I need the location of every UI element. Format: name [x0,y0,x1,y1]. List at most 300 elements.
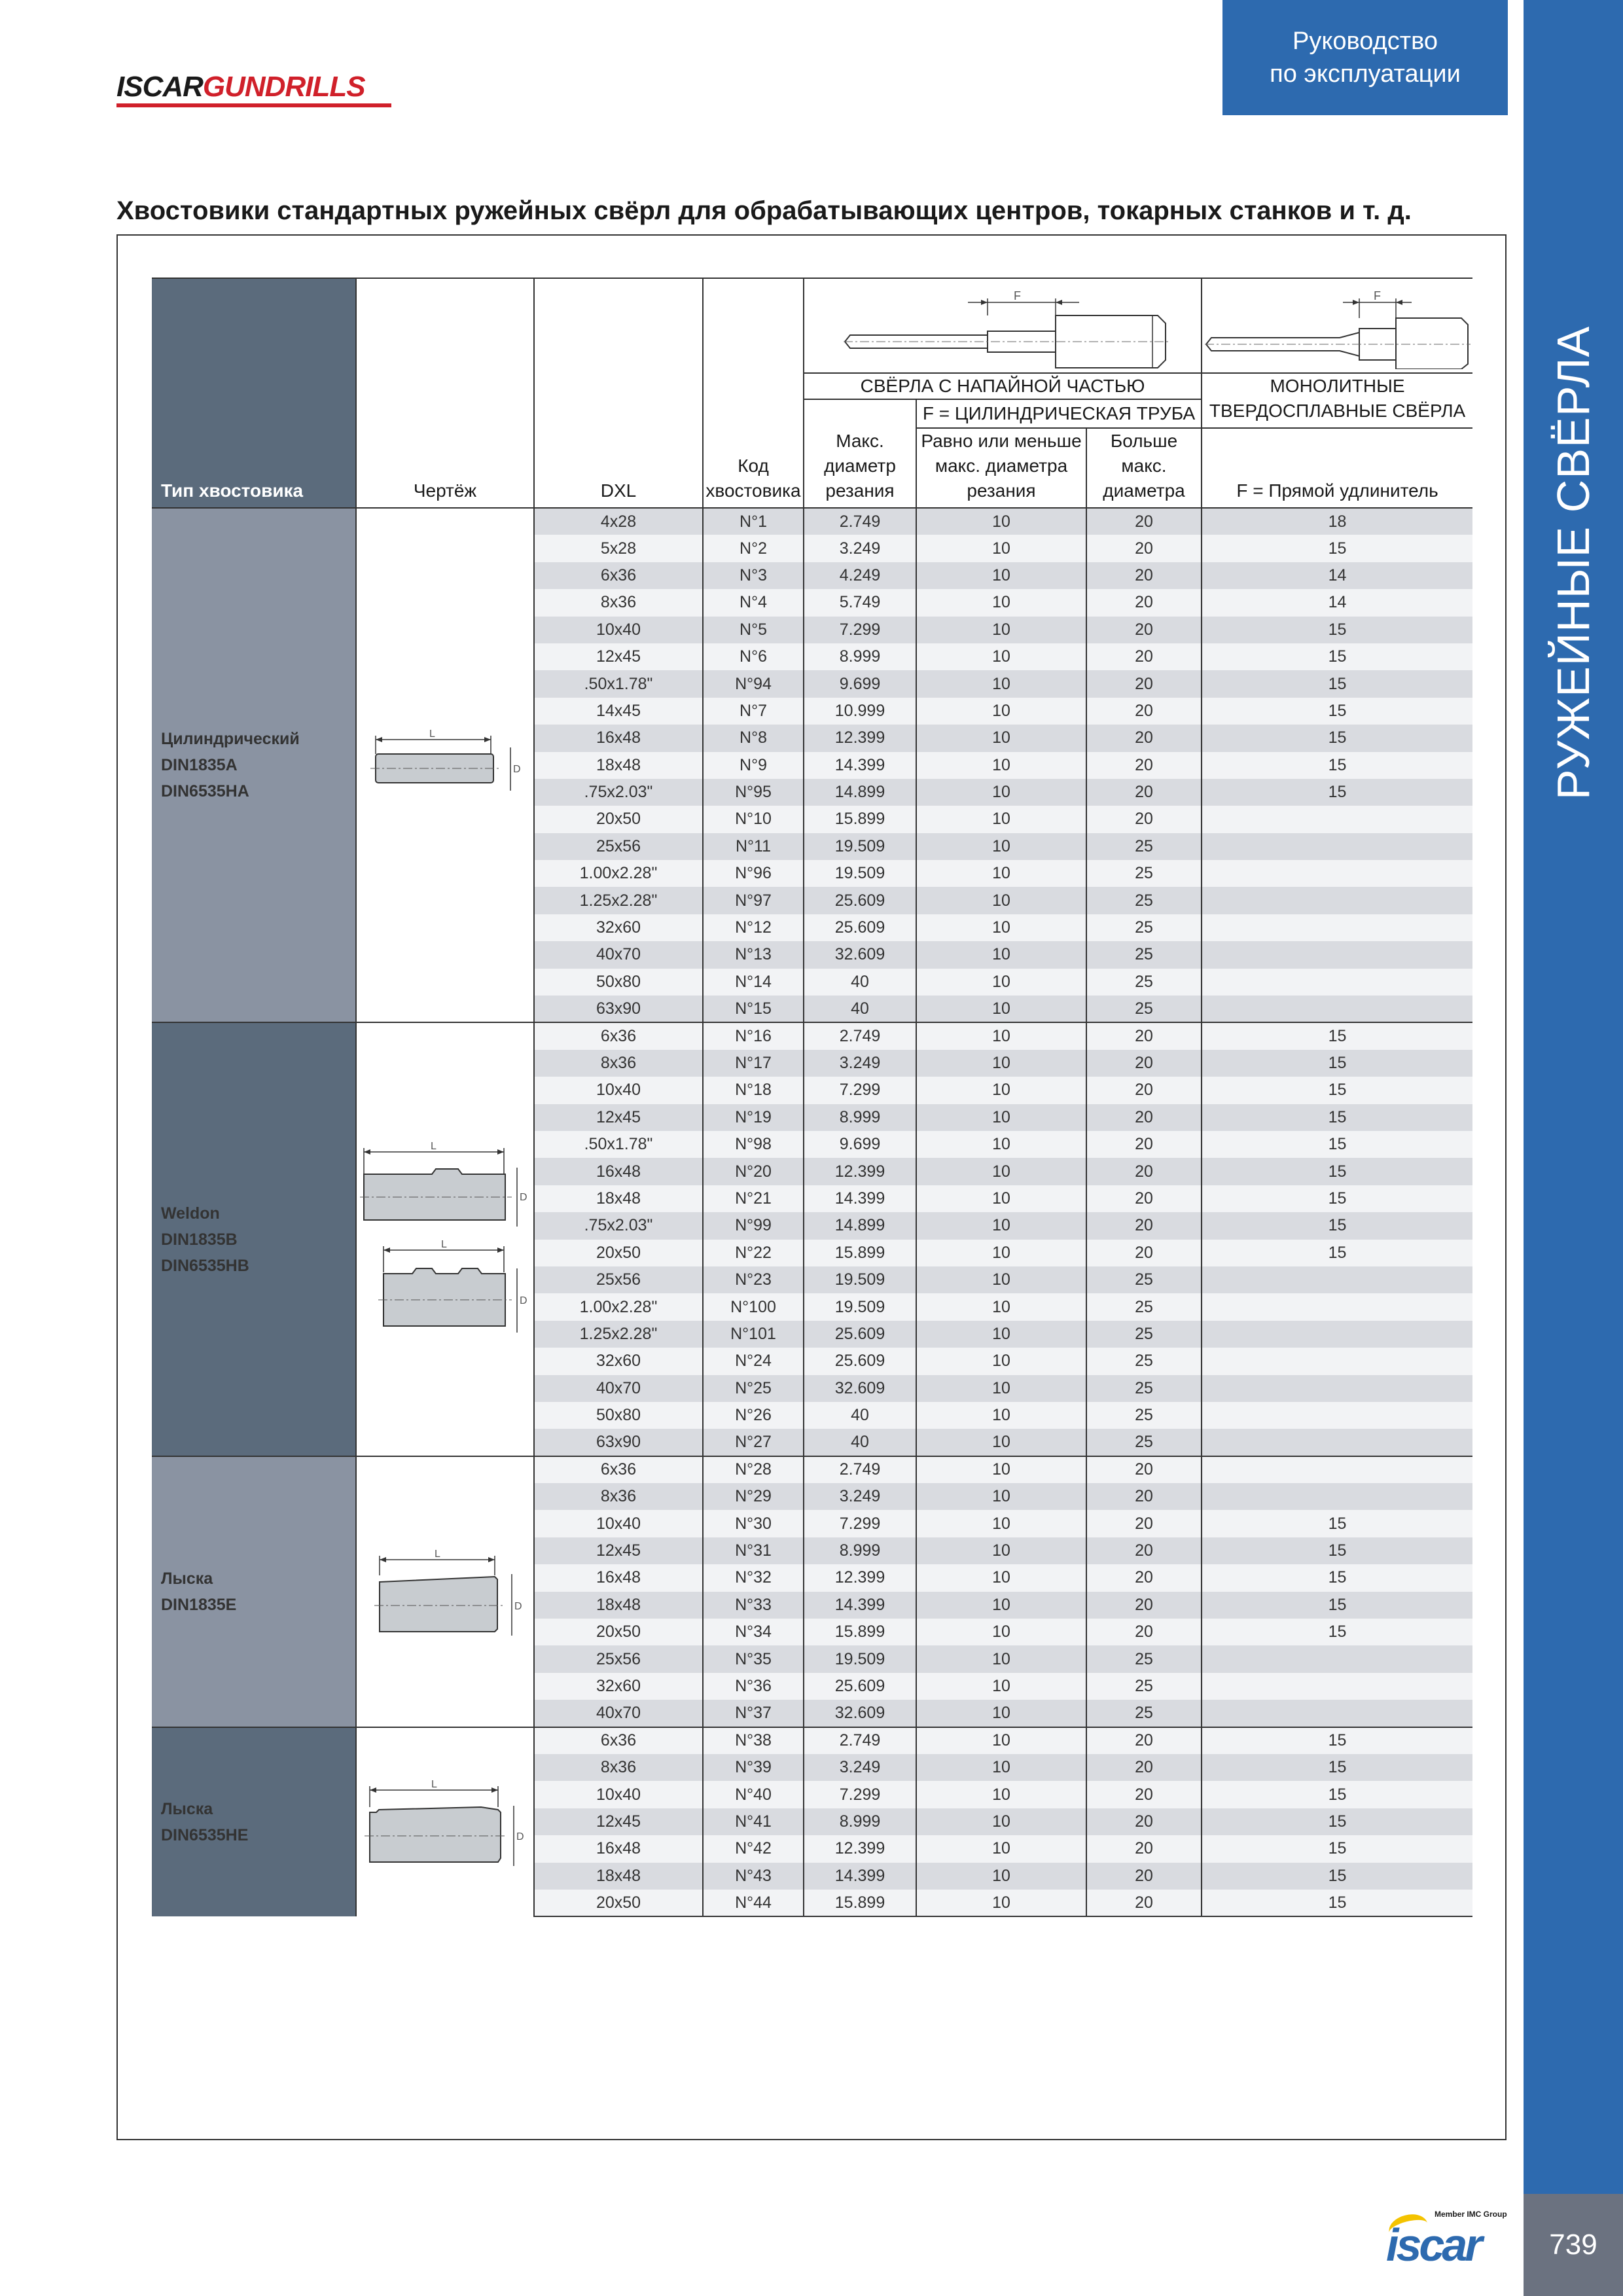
shank-type-cell [152,508,356,1022]
cell-less-equal: 10 [916,1456,1086,1483]
cell-straight-ext [1202,1456,1472,1483]
cell-max-diameter: 25.609 [804,1673,916,1700]
header-code [703,278,804,508]
cell-less-equal: 10 [916,1537,1086,1564]
cell-dxl: .50x1.78" [534,1131,703,1158]
cell-greater: 20 [1086,1104,1202,1131]
shank-type-line: DIN6535HE [161,1825,249,1844]
cell-max-diameter: 3.249 [804,1483,916,1510]
cell-less-equal: 10 [916,1564,1086,1591]
cell-dxl: 50x80 [534,969,703,996]
cell-straight-ext [1202,969,1472,996]
cell-greater: 20 [1086,1592,1202,1619]
cell-max-diameter: 15.899 [804,1240,916,1266]
shank-type-line: Лыска [161,1799,213,1818]
cell-max-diameter: 15.899 [804,1619,916,1645]
cell-code: N°100 [703,1293,804,1320]
manual-line-2: по эксплуатации [1270,60,1461,88]
cell-greater: 20 [1086,1077,1202,1103]
cell-dxl: 40x70 [534,1375,703,1402]
cell-greater: 25 [1086,1293,1202,1320]
cell-less-equal: 10 [916,1375,1086,1402]
flat-shank-din6535he-icon [363,1773,527,1871]
dim-d-label: D [516,1831,524,1842]
cell-less-equal: 10 [916,887,1086,914]
header-drawing: Чертёж [356,278,534,508]
cell-less-equal: 10 [916,1293,1086,1320]
cell-max-diameter: 7.299 [804,1510,916,1537]
cell-max-diameter: 14.399 [804,1592,916,1619]
cell-greater: 20 [1086,752,1202,779]
cell-straight-ext: 15 [1202,725,1472,751]
header-type: Тип хвостовика [152,278,356,508]
cell-dxl: .75x2.03" [534,779,703,806]
cell-greater: 20 [1086,698,1202,725]
cell-greater: 25 [1086,996,1202,1022]
cell-less-equal: 10 [916,752,1086,779]
cell-code: N°22 [703,1240,804,1266]
cell-less-equal: 10 [916,643,1086,670]
cell-max-diameter: 40 [804,1402,916,1429]
shank-type-line: DIN6535HB [161,1256,249,1275]
cell-dxl: 8x36 [534,1050,703,1077]
cell-dxl: 10x40 [534,617,703,643]
cell-code: N°37 [703,1700,804,1727]
cell-greater: 20 [1086,779,1202,806]
cell-greater: 20 [1086,1781,1202,1808]
shank-type-cell [152,1456,356,1727]
cell-code: N°2 [703,535,804,562]
cell-dxl: 14x45 [534,698,703,725]
header-dxl: DXL [534,278,703,508]
cell-max-diameter: 3.249 [804,535,916,562]
cell-dxl: 40x70 [534,1700,703,1727]
header-max-diameter-line-1: Макс. [836,431,884,451]
cell-greater: 20 [1086,1158,1202,1185]
cell-greater: 20 [1086,562,1202,589]
cell-straight-ext [1202,1266,1472,1293]
cell-dxl: 16x48 [534,725,703,751]
cell-greater: 20 [1086,1835,1202,1862]
shank-drawing-cell [356,508,534,1022]
cell-greater: 25 [1086,860,1202,887]
cell-less-equal: 10 [916,1131,1086,1158]
member-text: Member IMC Group [1435,2210,1507,2219]
cell-greater: 20 [1086,508,1202,535]
dim-l-label-1: L [431,1140,437,1152]
weldon-shank-icon [360,1128,530,1351]
dim-l-label: L [435,1548,440,1560]
cell-less-equal: 10 [916,1727,1086,1754]
cell-max-diameter: 8.999 [804,1537,916,1564]
cell-greater: 25 [1086,1266,1202,1293]
cell-dxl: 63x90 [534,1429,703,1456]
cell-dxl: 32x60 [534,1348,703,1374]
cell-dxl: 25x56 [534,1266,703,1293]
cell-straight-ext [1202,1483,1472,1510]
cell-max-diameter: 14.899 [804,779,916,806]
cell-max-diameter: 40 [804,969,916,996]
cell-code: N°34 [703,1619,804,1645]
shank-type-line: DIN1835A [161,756,238,775]
cell-greater: 20 [1086,1537,1202,1564]
cell-straight-ext: 15 [1202,1727,1472,1754]
cell-dxl: 1.25x2.28" [534,1321,703,1348]
cell-straight-ext: 15 [1202,1510,1472,1537]
cell-greater: 25 [1086,1673,1202,1700]
cell-max-diameter: 32.609 [804,1375,916,1402]
cell-code: N°26 [703,1402,804,1429]
cell-code: N°42 [703,1835,804,1862]
cell-dxl: 12x45 [534,1808,703,1835]
dim-d-label: D [513,764,521,776]
cell-code: N°35 [703,1645,804,1672]
header-greater-line-2: диаметра [1103,480,1185,501]
cell-code: N°99 [703,1212,804,1239]
cell-straight-ext [1202,1402,1472,1429]
cell-dxl: 40x70 [534,941,703,968]
cell-less-equal: 10 [916,508,1086,535]
cell-max-diameter: 15.899 [804,1890,916,1916]
cell-code: N°94 [703,670,804,697]
cell-less-equal: 10 [916,617,1086,643]
cell-straight-ext: 15 [1202,1808,1472,1835]
cell-code: N°96 [703,860,804,887]
cell-max-diameter: 32.609 [804,1700,916,1727]
cell-greater: 20 [1086,1050,1202,1077]
cell-greater: 20 [1086,535,1202,562]
cell-greater: 20 [1086,670,1202,697]
header-code-line-2: хвостовика [705,480,801,501]
brand-part-2: GUNDRILLS [202,71,365,103]
cell-code: N°7 [703,698,804,725]
dim-l-label-2: L [441,1238,447,1250]
flat-shank-din1835e-icon [366,1543,524,1641]
shank-type-line: Weldon [161,1204,220,1223]
cell-code: N°6 [703,643,804,670]
cell-straight-ext [1202,1348,1472,1374]
cell-dxl: 18x48 [534,1863,703,1890]
table-row [152,1022,1472,1049]
shank-drawing-cell [356,1456,534,1727]
cell-less-equal: 10 [916,1212,1086,1239]
cell-straight-ext [1202,860,1472,887]
cell-less-equal: 10 [916,535,1086,562]
cell-dxl: 6x36 [534,562,703,589]
cell-max-diameter: 2.749 [804,1727,916,1754]
cell-straight-ext [1202,1673,1472,1700]
cell-straight-ext: 15 [1202,1619,1472,1645]
cell-greater: 25 [1086,1375,1202,1402]
cell-less-equal: 10 [916,1890,1086,1916]
cell-max-diameter: 14.399 [804,1185,916,1212]
cell-less-equal: 10 [916,941,1086,968]
cell-code: N°18 [703,1077,804,1103]
cell-max-diameter: 25.609 [804,1348,916,1374]
cell-code: N°29 [703,1483,804,1510]
cell-greater: 20 [1086,1240,1202,1266]
cell-greater: 20 [1086,1890,1202,1916]
cell-dxl: 16x48 [534,1835,703,1862]
shank-type-line: Цилиндрический [161,730,300,749]
cell-less-equal: 10 [916,1402,1086,1429]
cylindrical-shank-icon [366,723,524,808]
cell-less-equal: 10 [916,1185,1086,1212]
brand-underline [116,103,391,107]
header-max-diameter [804,399,916,508]
cell-greater: 20 [1086,1456,1202,1483]
cell-straight-ext [1202,996,1472,1022]
cell-straight-ext: 15 [1202,1863,1472,1890]
cell-code: N°24 [703,1348,804,1374]
cell-dxl: 50x80 [534,1402,703,1429]
cell-dxl: 32x60 [534,914,703,941]
page-heading: Хвостовики стандартных ружейных свёрл для обрабатывающих центров, токарных станков и т. д. [116,196,1412,225]
cell-dxl: 20x50 [534,1619,703,1645]
table-row [152,508,1472,535]
cell-straight-ext: 15 [1202,1592,1472,1619]
cell-max-diameter: 9.699 [804,670,916,697]
header-straight-ext: F = Прямой удлинитель [1202,428,1472,508]
header-solid-line-2: ТВЕРДОСПЛАВНЫЕ СВЁРЛА [1209,401,1466,421]
cell-straight-ext [1202,887,1472,914]
cell-max-diameter: 4.249 [804,562,916,589]
dim-l-label: L [431,1778,437,1790]
cell-dxl: .75x2.03" [534,1212,703,1239]
cell-dxl: 10x40 [534,1781,703,1808]
cell-greater: 20 [1086,1754,1202,1781]
cell-greater: 20 [1086,1510,1202,1537]
header-tube-group: F = ЦИЛИНДРИЧЕСКАЯ ТРУБА [916,399,1202,428]
cell-code: N°8 [703,725,804,751]
cell-max-diameter: 8.999 [804,1808,916,1835]
cell-greater: 25 [1086,1700,1202,1727]
cell-greater: 20 [1086,1185,1202,1212]
cell-code: N°33 [703,1592,804,1619]
cell-max-diameter: 19.509 [804,1645,916,1672]
cell-less-equal: 10 [916,1781,1086,1808]
cell-greater: 20 [1086,1619,1202,1645]
header-less-equal [916,428,1086,508]
cell-straight-ext [1202,1293,1472,1320]
cell-less-equal: 10 [916,1483,1086,1510]
cell-straight-ext: 14 [1202,589,1472,616]
cell-dxl: 16x48 [534,1564,703,1591]
cell-less-equal: 10 [916,996,1086,1022]
cell-max-diameter: 19.509 [804,833,916,860]
cell-max-diameter: 5.749 [804,589,916,616]
dim-f-label: F [1014,289,1021,302]
cell-dxl: 8x36 [534,589,703,616]
table-row [152,1727,1472,1754]
cell-greater: 20 [1086,617,1202,643]
cell-dxl: 18x48 [534,752,703,779]
cell-less-equal: 10 [916,1835,1086,1862]
cell-less-equal: 10 [916,1645,1086,1672]
cell-greater: 20 [1086,1131,1202,1158]
cell-straight-ext: 15 [1202,1537,1472,1564]
dim-d-label-2: D [520,1295,527,1306]
solid-drill-drawing [1202,278,1472,373]
header-greater [1086,428,1202,508]
cell-code: N°39 [703,1754,804,1781]
cell-greater: 25 [1086,1321,1202,1348]
shank-table [152,278,1472,1917]
cell-dxl: 6x36 [534,1456,703,1483]
cell-straight-ext: 14 [1202,562,1472,589]
cell-less-equal: 10 [916,562,1086,589]
cell-straight-ext [1202,1700,1472,1727]
cell-max-diameter: 12.399 [804,1564,916,1591]
cell-dxl: 6x36 [534,1727,703,1754]
manual-line-1: Руководство [1292,27,1438,55]
cell-straight-ext: 15 [1202,670,1472,697]
header-less-equal-line-3: резания [967,480,1036,501]
cell-greater: 20 [1086,1727,1202,1754]
cell-less-equal: 10 [916,1700,1086,1727]
shank-type-line: DIN1835B [161,1230,238,1249]
cell-code: N°31 [703,1537,804,1564]
cell-less-equal: 10 [916,860,1086,887]
cell-dxl: 12x45 [534,1104,703,1131]
shank-type-line: Лыска [161,1569,213,1588]
cell-max-diameter: 12.399 [804,1158,916,1185]
cell-max-diameter: 19.509 [804,860,916,887]
cell-straight-ext: 18 [1202,508,1472,535]
cell-straight-ext: 15 [1202,643,1472,670]
cell-code: N°10 [703,806,804,833]
header-less-equal-line-2: макс. диаметра [935,456,1068,476]
cell-max-diameter: 25.609 [804,887,916,914]
cell-straight-ext: 15 [1202,1104,1472,1131]
cell-code: N°3 [703,562,804,589]
cell-less-equal: 10 [916,1104,1086,1131]
cell-dxl: 1.00x2.28" [534,860,703,887]
dim-d-label: D [514,1600,522,1612]
table-body [152,508,1472,1916]
shank-type-line: DIN1835E [161,1595,237,1614]
cell-straight-ext [1202,1375,1472,1402]
shank-type-cell [152,1022,356,1456]
cell-straight-ext: 15 [1202,698,1472,725]
cell-max-diameter: 40 [804,1429,916,1456]
header-less-equal-line-1: Равно или меньше [921,431,1082,451]
cell-straight-ext: 15 [1202,1022,1472,1049]
cell-dxl: 1.00x2.28" [534,1293,703,1320]
cell-dxl: 16x48 [534,1158,703,1185]
cell-straight-ext: 15 [1202,1131,1472,1158]
cell-code: N°101 [703,1321,804,1348]
cell-less-equal: 10 [916,1240,1086,1266]
cell-less-equal: 10 [916,969,1086,996]
cell-code: N°14 [703,969,804,996]
cell-less-equal: 10 [916,589,1086,616]
cell-code: N°12 [703,914,804,941]
cell-greater: 25 [1086,1402,1202,1429]
cell-greater: 20 [1086,1863,1202,1890]
cell-max-diameter: 8.999 [804,643,916,670]
cell-dxl: 6x36 [534,1022,703,1049]
cell-max-diameter: 14.899 [804,1212,916,1239]
cell-code: N°32 [703,1564,804,1591]
cell-straight-ext: 15 [1202,617,1472,643]
cell-dxl: 20x50 [534,806,703,833]
cell-less-equal: 10 [916,1429,1086,1456]
cell-dxl: 63x90 [534,996,703,1022]
cell-code: N°27 [703,1429,804,1456]
cell-straight-ext: 15 [1202,1890,1472,1916]
cell-dxl: 20x50 [534,1890,703,1916]
cell-greater: 20 [1086,725,1202,751]
cell-straight-ext: 15 [1202,1158,1472,1185]
cell-code: N°30 [703,1510,804,1537]
cell-straight-ext [1202,941,1472,968]
cell-code: N°95 [703,779,804,806]
cell-max-diameter: 7.299 [804,1077,916,1103]
cell-code: N°97 [703,887,804,914]
cell-straight-ext [1202,806,1472,833]
cell-less-equal: 10 [916,1266,1086,1293]
cell-less-equal: 10 [916,1158,1086,1185]
cell-straight-ext: 15 [1202,1185,1472,1212]
cell-greater: 25 [1086,887,1202,914]
cell-code: N°15 [703,996,804,1022]
cell-code: N°44 [703,1890,804,1916]
cell-dxl: .50x1.78" [534,670,703,697]
cell-greater: 25 [1086,1348,1202,1374]
cell-less-equal: 10 [916,1808,1086,1835]
cell-greater: 25 [1086,941,1202,968]
cell-less-equal: 10 [916,670,1086,697]
cell-dxl: 8x36 [534,1754,703,1781]
cell-code: N°28 [703,1456,804,1483]
cell-less-equal: 10 [916,1321,1086,1348]
cell-straight-ext [1202,1429,1472,1456]
cell-max-diameter: 32.609 [804,941,916,968]
cell-max-diameter: 15.899 [804,806,916,833]
cell-straight-ext: 15 [1202,1564,1472,1591]
cell-dxl: 18x48 [534,1592,703,1619]
cell-max-diameter: 19.509 [804,1293,916,1320]
cell-straight-ext: 15 [1202,535,1472,562]
cell-dxl: 18x48 [534,1185,703,1212]
cell-code: N°5 [703,617,804,643]
cell-code: N°19 [703,1104,804,1131]
cell-code: N°13 [703,941,804,968]
cell-code: N°1 [703,508,804,535]
cell-max-diameter: 40 [804,996,916,1022]
cell-straight-ext [1202,1321,1472,1348]
iscar-logo [1386,2210,1517,2275]
cell-greater: 20 [1086,1564,1202,1591]
shank-type-line: DIN6535HA [161,782,249,801]
cell-greater: 25 [1086,1429,1202,1456]
cell-code: N°9 [703,752,804,779]
cell-straight-ext: 15 [1202,1077,1472,1103]
cell-max-diameter: 14.399 [804,1863,916,1890]
shank-drawing-cell [356,1022,534,1456]
cell-dxl: 10x40 [534,1077,703,1103]
side-title: РУЖЕЙНЫЕ СВЁРЛА [1548,325,1599,800]
dim-l-label: L [429,728,435,740]
cell-dxl: 12x45 [534,1537,703,1564]
cell-less-equal: 10 [916,1673,1086,1700]
cell-max-diameter: 7.299 [804,617,916,643]
cell-dxl: 25x56 [534,1645,703,1672]
cell-code: N°4 [703,589,804,616]
cell-less-equal: 10 [916,914,1086,941]
cell-code: N°11 [703,833,804,860]
